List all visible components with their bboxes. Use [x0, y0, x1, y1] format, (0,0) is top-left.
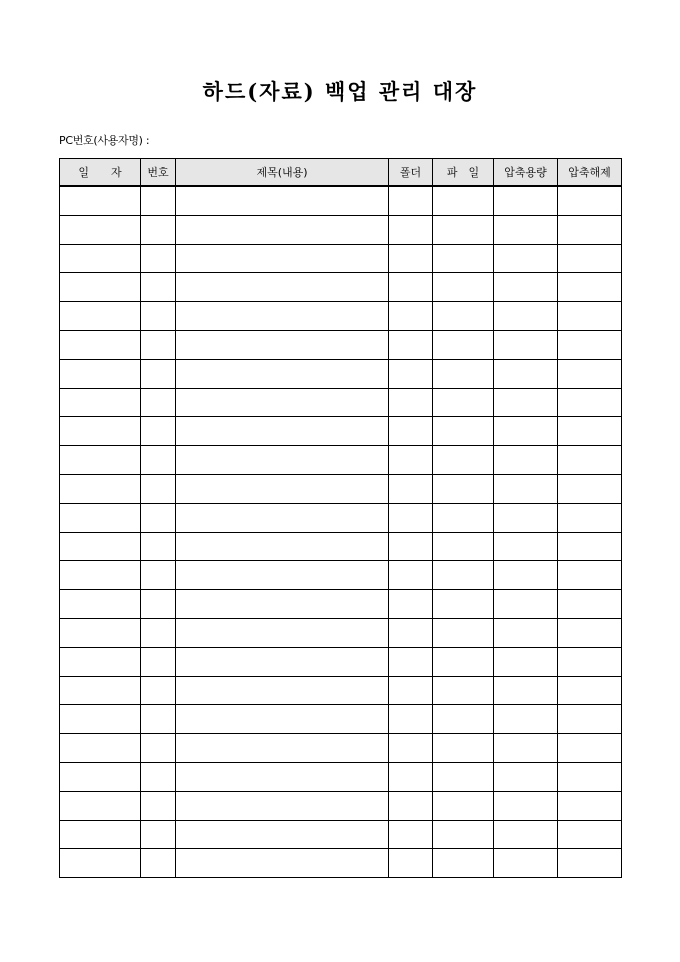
table-row	[60, 849, 622, 878]
number-cell[interactable]	[141, 388, 176, 417]
table-row	[60, 705, 622, 734]
date-cell[interactable]	[60, 215, 141, 244]
size-cell[interactable]	[494, 676, 558, 705]
date-cell[interactable]	[60, 446, 141, 475]
table-row	[60, 503, 622, 532]
header-title-content: 제목(내용)	[176, 159, 389, 187]
number-cell[interactable]	[141, 647, 176, 676]
size-cell[interactable]	[494, 647, 558, 676]
number-cell[interactable]	[141, 676, 176, 705]
title-cell[interactable]	[176, 503, 389, 532]
file-cell[interactable]	[433, 647, 494, 676]
size-cell[interactable]	[494, 302, 558, 331]
file-cell[interactable]	[433, 705, 494, 734]
size-cell[interactable]	[494, 561, 558, 590]
file-cell[interactable]	[433, 820, 494, 849]
folder-cell[interactable]	[389, 359, 433, 388]
size-cell[interactable]	[494, 849, 558, 878]
number-cell[interactable]	[141, 705, 176, 734]
title-cell[interactable]	[176, 849, 389, 878]
decompress-cell[interactable]	[558, 561, 622, 590]
file-cell[interactable]	[433, 849, 494, 878]
decompress-cell[interactable]	[558, 676, 622, 705]
title-cell[interactable]	[176, 647, 389, 676]
folder-cell[interactable]	[389, 618, 433, 647]
title-cell[interactable]	[176, 330, 389, 359]
size-cell[interactable]	[494, 762, 558, 791]
number-cell[interactable]	[141, 849, 176, 878]
size-cell[interactable]	[494, 618, 558, 647]
decompress-cell[interactable]	[558, 244, 622, 273]
size-cell[interactable]	[494, 186, 558, 215]
header-folder: 폴더	[389, 159, 433, 187]
folder-cell[interactable]	[389, 762, 433, 791]
folder-cell[interactable]	[389, 186, 433, 215]
number-cell[interactable]	[141, 734, 176, 763]
table-row	[60, 302, 622, 331]
number-cell[interactable]	[141, 791, 176, 820]
decompress-cell[interactable]	[558, 503, 622, 532]
title-cell[interactable]	[176, 273, 389, 302]
title-cell[interactable]	[176, 388, 389, 417]
table-row	[60, 561, 622, 590]
number-cell[interactable]	[141, 446, 176, 475]
date-cell[interactable]	[60, 186, 141, 215]
header-file: 파 일	[433, 159, 494, 187]
decompress-cell[interactable]	[558, 273, 622, 302]
number-cell[interactable]	[141, 532, 176, 561]
decompress-cell[interactable]	[558, 791, 622, 820]
file-cell[interactable]	[433, 215, 494, 244]
decompress-cell[interactable]	[558, 734, 622, 763]
title-cell[interactable]	[176, 186, 389, 215]
size-cell[interactable]	[494, 417, 558, 446]
size-cell[interactable]	[494, 532, 558, 561]
decompress-cell[interactable]	[558, 388, 622, 417]
file-cell[interactable]	[433, 446, 494, 475]
folder-cell[interactable]	[389, 273, 433, 302]
title-cell[interactable]	[176, 676, 389, 705]
size-cell[interactable]	[494, 388, 558, 417]
header-date: 일 자	[60, 159, 141, 187]
number-cell[interactable]	[141, 186, 176, 215]
pc-user-label: PC번호(사용자명) :	[59, 134, 150, 147]
title-cell[interactable]	[176, 590, 389, 619]
folder-cell[interactable]	[389, 791, 433, 820]
decompress-cell[interactable]	[558, 417, 622, 446]
size-cell[interactable]	[494, 705, 558, 734]
size-cell[interactable]	[494, 244, 558, 273]
title-cell[interactable]	[176, 820, 389, 849]
decompress-cell[interactable]	[558, 330, 622, 359]
file-cell[interactable]	[433, 590, 494, 619]
date-cell[interactable]	[60, 762, 141, 791]
table-row	[60, 618, 622, 647]
size-cell[interactable]	[494, 273, 558, 302]
decompress-cell[interactable]	[558, 215, 622, 244]
header-compressed-size: 압축용량	[494, 159, 558, 187]
table-row	[60, 244, 622, 273]
date-cell[interactable]	[60, 359, 141, 388]
folder-cell[interactable]	[389, 388, 433, 417]
size-cell[interactable]	[494, 791, 558, 820]
date-cell[interactable]	[60, 705, 141, 734]
file-cell[interactable]	[433, 676, 494, 705]
title-cell[interactable]	[176, 302, 389, 331]
decompress-cell[interactable]	[558, 618, 622, 647]
folder-cell[interactable]	[389, 820, 433, 849]
backup-ledger-table	[59, 158, 622, 878]
date-cell[interactable]	[60, 330, 141, 359]
file-cell[interactable]	[433, 618, 494, 647]
title-cell[interactable]	[176, 215, 389, 244]
title-cell[interactable]	[176, 244, 389, 273]
title-cell[interactable]	[176, 474, 389, 503]
date-cell[interactable]	[60, 734, 141, 763]
decompress-cell[interactable]	[558, 647, 622, 676]
table-row	[60, 762, 622, 791]
decompress-cell[interactable]	[558, 446, 622, 475]
decompress-cell[interactable]	[558, 705, 622, 734]
table-row	[60, 446, 622, 475]
document-title: 하드(자료) 백업 관리 대장	[202, 79, 478, 104]
number-cell[interactable]	[141, 762, 176, 791]
file-cell[interactable]	[433, 734, 494, 763]
title-cell[interactable]	[176, 417, 389, 446]
title-cell[interactable]	[176, 359, 389, 388]
file-cell[interactable]	[433, 186, 494, 215]
folder-cell[interactable]	[389, 215, 433, 244]
table-row	[60, 388, 622, 417]
folder-cell[interactable]	[389, 330, 433, 359]
decompress-cell[interactable]	[558, 474, 622, 503]
decompress-cell[interactable]	[558, 590, 622, 619]
file-cell[interactable]	[433, 244, 494, 273]
file-cell[interactable]	[433, 359, 494, 388]
decompress-cell[interactable]	[558, 820, 622, 849]
date-cell[interactable]	[60, 676, 141, 705]
date-cell[interactable]	[60, 532, 141, 561]
number-cell[interactable]	[141, 302, 176, 331]
number-cell[interactable]	[141, 590, 176, 619]
file-cell[interactable]	[433, 474, 494, 503]
file-cell[interactable]	[433, 561, 494, 590]
size-cell[interactable]	[494, 820, 558, 849]
date-cell[interactable]	[60, 273, 141, 302]
date-cell[interactable]	[60, 417, 141, 446]
title-cell[interactable]	[176, 561, 389, 590]
size-cell[interactable]	[494, 446, 558, 475]
number-cell[interactable]	[141, 359, 176, 388]
decompress-cell[interactable]	[558, 532, 622, 561]
table-row	[60, 820, 622, 849]
table-row	[60, 417, 622, 446]
number-cell[interactable]	[141, 215, 176, 244]
table-row	[60, 532, 622, 561]
number-cell[interactable]	[141, 618, 176, 647]
folder-cell[interactable]	[389, 676, 433, 705]
table-row	[60, 647, 622, 676]
title-cell[interactable]	[176, 705, 389, 734]
folder-cell[interactable]	[389, 244, 433, 273]
decompress-cell[interactable]	[558, 302, 622, 331]
file-cell[interactable]	[433, 302, 494, 331]
table-row	[60, 330, 622, 359]
file-cell[interactable]	[433, 273, 494, 302]
table-row	[60, 359, 622, 388]
number-cell[interactable]	[141, 561, 176, 590]
file-cell[interactable]	[433, 330, 494, 359]
header-number: 번호	[141, 159, 176, 187]
date-cell[interactable]	[60, 302, 141, 331]
file-cell[interactable]	[433, 417, 494, 446]
date-cell[interactable]	[60, 618, 141, 647]
size-cell[interactable]	[494, 215, 558, 244]
file-cell[interactable]	[433, 762, 494, 791]
size-cell[interactable]	[494, 330, 558, 359]
folder-cell[interactable]	[389, 302, 433, 331]
decompress-cell[interactable]	[558, 849, 622, 878]
decompress-cell[interactable]	[558, 762, 622, 791]
table-row	[60, 186, 622, 215]
folder-cell[interactable]	[389, 590, 433, 619]
date-cell[interactable]	[60, 561, 141, 590]
date-cell[interactable]	[60, 647, 141, 676]
size-cell[interactable]	[494, 359, 558, 388]
table-row	[60, 734, 622, 763]
table-row	[60, 273, 622, 302]
number-cell[interactable]	[141, 474, 176, 503]
folder-cell[interactable]	[389, 417, 433, 446]
title-cell[interactable]	[176, 446, 389, 475]
folder-cell[interactable]	[389, 734, 433, 763]
date-cell[interactable]	[60, 388, 141, 417]
date-cell[interactable]	[60, 503, 141, 532]
file-cell[interactable]	[433, 503, 494, 532]
folder-cell[interactable]	[389, 474, 433, 503]
date-cell[interactable]	[60, 244, 141, 273]
folder-cell[interactable]	[389, 446, 433, 475]
number-cell[interactable]	[141, 417, 176, 446]
title-cell[interactable]	[176, 791, 389, 820]
ledger-body	[60, 186, 622, 878]
file-cell[interactable]	[433, 791, 494, 820]
decompress-cell[interactable]	[558, 186, 622, 215]
date-cell[interactable]	[60, 590, 141, 619]
file-cell[interactable]	[433, 388, 494, 417]
date-cell[interactable]	[60, 849, 141, 878]
folder-cell[interactable]	[389, 503, 433, 532]
folder-cell[interactable]	[389, 647, 433, 676]
number-cell[interactable]	[141, 503, 176, 532]
table-row	[60, 215, 622, 244]
table-row	[60, 474, 622, 503]
number-cell[interactable]	[141, 273, 176, 302]
title-cell[interactable]	[176, 762, 389, 791]
title-cell[interactable]	[176, 618, 389, 647]
title-cell[interactable]	[176, 734, 389, 763]
number-cell[interactable]	[141, 330, 176, 359]
header-row	[60, 159, 622, 187]
folder-cell[interactable]	[389, 705, 433, 734]
table-row	[60, 676, 622, 705]
table-row	[60, 791, 622, 820]
size-cell[interactable]	[494, 590, 558, 619]
date-cell[interactable]	[60, 474, 141, 503]
number-cell[interactable]	[141, 820, 176, 849]
number-cell[interactable]	[141, 244, 176, 273]
file-cell[interactable]	[433, 532, 494, 561]
folder-cell[interactable]	[389, 849, 433, 878]
table-row	[60, 590, 622, 619]
size-cell[interactable]	[494, 734, 558, 763]
date-cell[interactable]	[60, 791, 141, 820]
folder-cell[interactable]	[389, 561, 433, 590]
header-decompression: 압축해제	[558, 159, 622, 187]
folder-cell[interactable]	[389, 532, 433, 561]
date-cell[interactable]	[60, 820, 141, 849]
decompress-cell[interactable]	[558, 359, 622, 388]
size-cell[interactable]	[494, 503, 558, 532]
size-cell[interactable]	[494, 474, 558, 503]
title-cell[interactable]	[176, 532, 389, 561]
